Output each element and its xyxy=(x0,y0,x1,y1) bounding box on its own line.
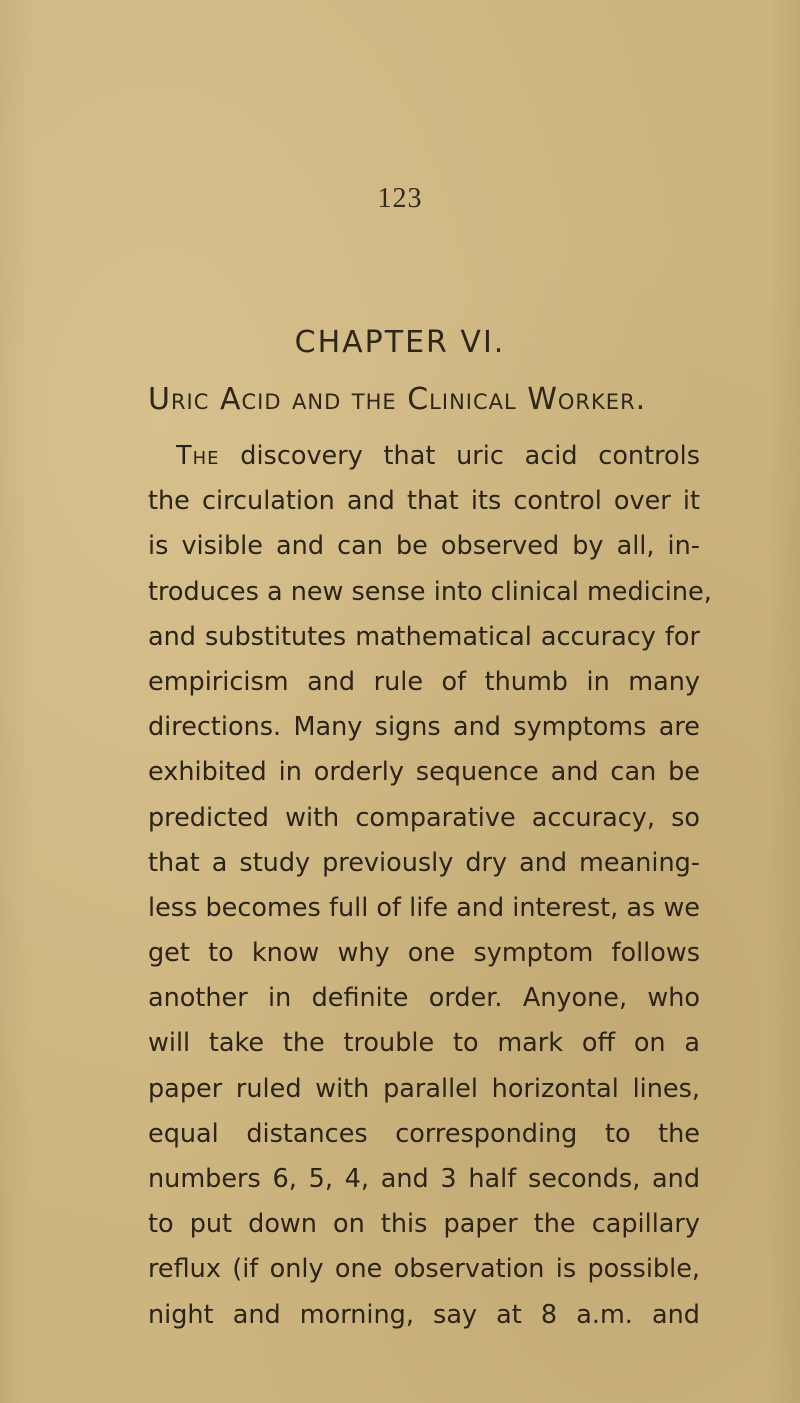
paragraph-line: numbers 6, 5, 4, and 3 half seconds, and xyxy=(148,1164,700,1194)
paragraph-line: night and morning, say at 8 a.m. and xyxy=(148,1299,700,1330)
paragraph-line: empiricism and rule of thumb in many xyxy=(148,666,700,697)
paragraph-line: and substitutes mathematical accuracy for xyxy=(148,621,700,652)
paragraph-line: paper ruled with parallel horizontal lines, xyxy=(148,1073,700,1104)
paragraph-line: will take the trouble to mark off on a xyxy=(148,1028,700,1059)
body-text xyxy=(148,434,712,1338)
paragraph-line: less becomes full of life and interest, as we xyxy=(148,892,700,923)
paragraph-line: troduces a new sense into clinical medicine, xyxy=(148,576,712,607)
paragraph-line: predicted with comparative accuracy, so xyxy=(148,802,700,833)
paragraph-line: get to know why one symptom follows xyxy=(148,938,700,969)
paragraph-line: equal distances corresponding to the xyxy=(148,1118,700,1149)
paragraph-line: exhibited in orderly sequence and can be xyxy=(148,757,700,788)
line-text: discovery that uric acid controls xyxy=(219,441,700,471)
paragraph-line: directions. Many signs and symptoms are xyxy=(148,712,700,743)
first-word: The xyxy=(176,441,220,471)
paragraph-line-1 xyxy=(148,434,700,479)
paragraph-line: to put down on this paper the capillary xyxy=(148,1209,700,1240)
chapter-title: CHAPTER VI. xyxy=(294,325,506,360)
paragraph-line: another in definite order. Anyone, who xyxy=(148,983,700,1014)
paragraph-line: the circulation and that its control over it xyxy=(148,486,700,517)
page-number: 123 xyxy=(377,183,423,214)
chapter-subtitle: Uric Acid and the Clinical Worker. xyxy=(148,382,647,417)
paragraph-line: reflux (if only one observation is possible, xyxy=(148,1254,700,1285)
paragraph-line: that a study previously dry and meaning- xyxy=(148,847,700,878)
paragraph-line: is visible and can be observed by all, in- xyxy=(148,531,700,562)
